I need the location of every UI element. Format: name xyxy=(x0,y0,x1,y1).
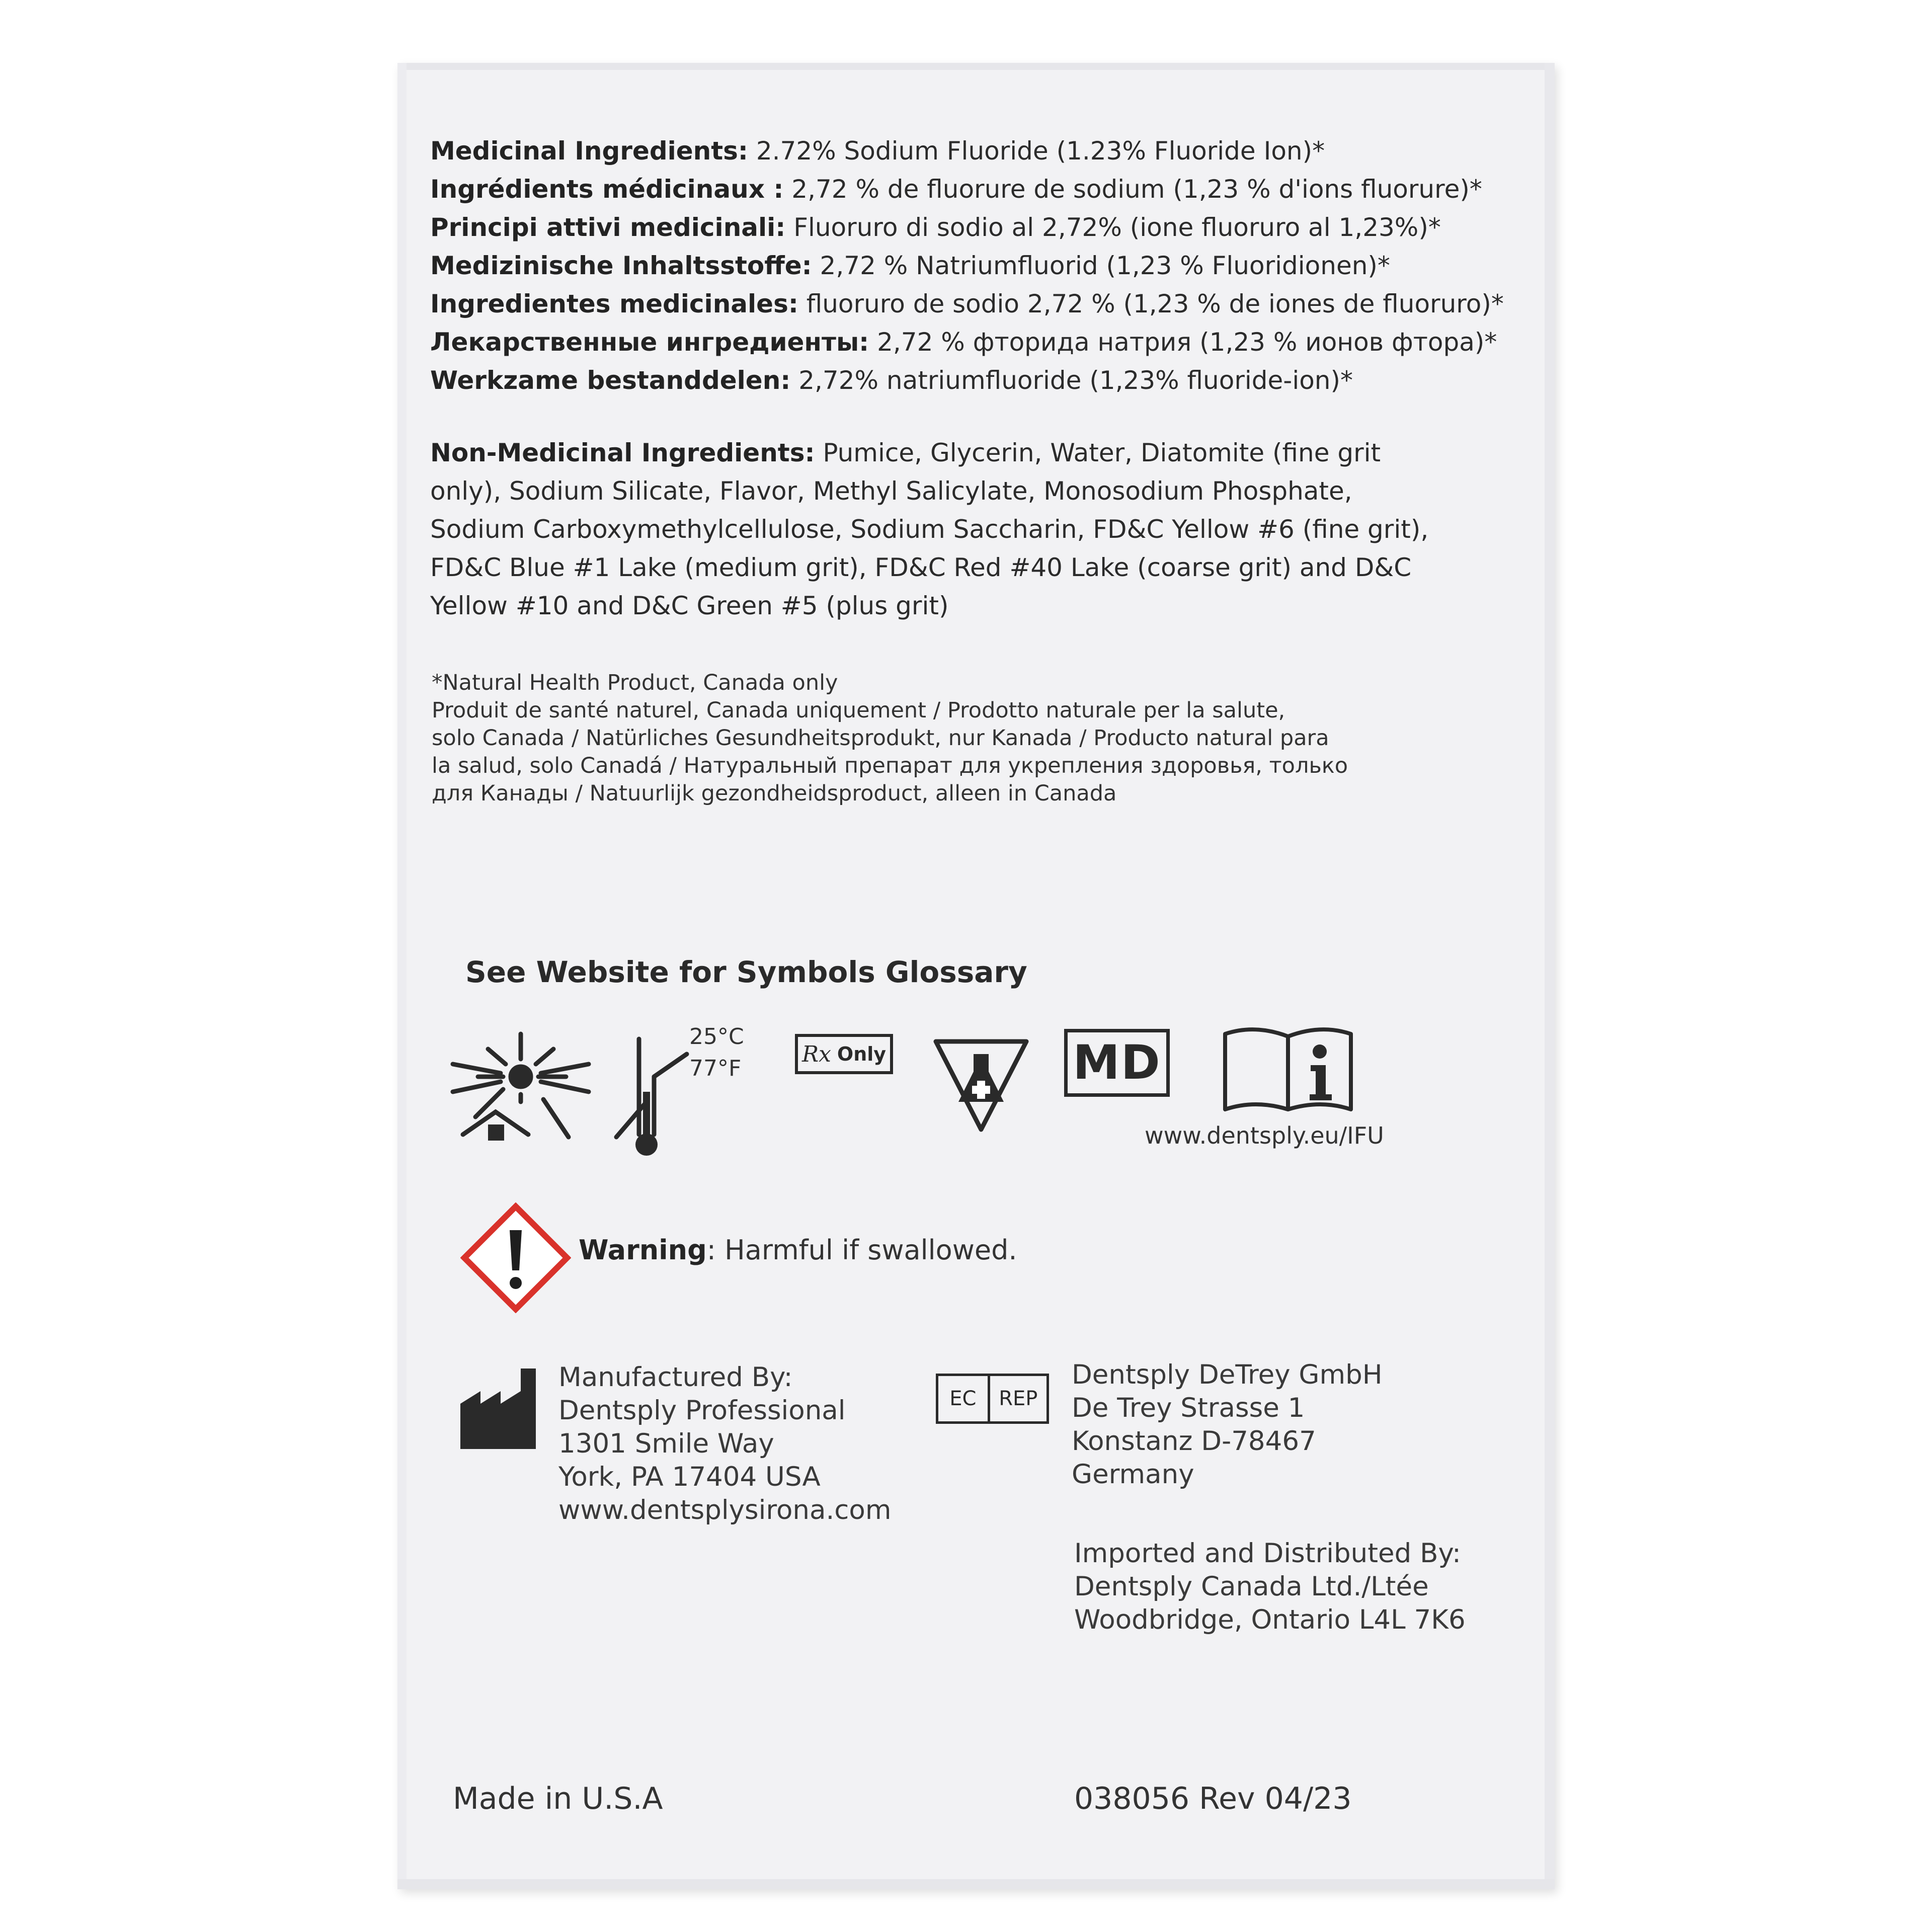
ec-rep-address xyxy=(1072,1358,1383,1491)
manufacturer-line: 1301 Smile Way xyxy=(558,1428,774,1459)
natural-health-product-note xyxy=(432,669,1463,808)
nhp-line: *Natural Health Product, Canada only xyxy=(432,670,838,695)
ec-rep-line: Konstanz D-78467 xyxy=(1072,1426,1316,1457)
nhp-line: для Канады / Natuurlijk gezondheidsproduct, alleen in Canada xyxy=(432,781,1117,806)
ec-rep-icon xyxy=(936,1374,1049,1424)
warning-label: Warning xyxy=(579,1234,707,1266)
ec-rep-line: Germany xyxy=(1072,1459,1194,1490)
md-label: MD xyxy=(1073,1035,1161,1090)
symbols-glossary-heading: See Website for Symbols Glossary xyxy=(465,955,1027,989)
importer-address xyxy=(1074,1537,1466,1637)
importer-line: Dentsply Canada Ltd./Ltée xyxy=(1074,1571,1429,1602)
non-medicinal-text: Pumice, Glycerin, Water, Diatomite (fine grit only), Sodium Silicate, Flavor, Methyl Salicylate, Monosodium Phosphate, Sodium Carboxymethylcellulose, Sodium Saccharin, FD&C Yellow #6 (fine grit), FD&C Blue #1 Lake (medium grit), FD&C Red #40 Lake (coarse grit) and D&C Yellow #10 and D&C Green #5 (plus grit) xyxy=(430,438,1429,620)
nhp-line: Produit de santé naturel, Canada uniquement / Prodotto naturale per la salute, xyxy=(432,698,1285,723)
manufacturer-line: www.dentsplysirona.com xyxy=(558,1495,892,1525)
package-top-edge xyxy=(397,63,1555,70)
nhp-line: solo Canada / Natürliches Gesundheitsprodukt, nur Kanada / Producto natural para xyxy=(432,726,1329,751)
package-bottom-edge xyxy=(397,1879,1555,1889)
rx-only-icon xyxy=(795,1034,893,1074)
package-right-edge xyxy=(1545,63,1555,1889)
rx-letters: Rx xyxy=(801,1041,831,1067)
warning-pictogram-icon xyxy=(460,1202,571,1313)
manufacturer-icon xyxy=(460,1369,536,1449)
nhp-line: la salud, solo Canadá / Натуральный препарат для укрепления здоровья, только xyxy=(432,753,1348,778)
medical-device-icon xyxy=(1064,1029,1170,1097)
pharmacy-triangle-icon xyxy=(926,1031,1036,1137)
manufacturer-line: Dentsply Professional xyxy=(558,1395,846,1426)
importer-line: Woodbridge, Ontario L4L 7K6 xyxy=(1074,1604,1466,1635)
warning-text: : Harmful if swallowed. xyxy=(706,1234,1017,1266)
rep-label: REP xyxy=(999,1387,1038,1410)
medicinal-line: Principi attivi medicinali: Fluoruro di sodio al 2,72% (ione fluoruro al 1,23%)* xyxy=(430,213,1441,242)
ifu-url: www.dentsply.eu/IFU xyxy=(1145,1122,1384,1149)
temperature-limit-icon xyxy=(614,1031,694,1157)
medicinal-ingredients xyxy=(430,132,1504,399)
manufacturer-line: York, PA 17404 USA xyxy=(558,1462,821,1492)
consult-instructions-icon xyxy=(1220,1024,1356,1114)
manufacturer-line: Manufactured By: xyxy=(558,1362,793,1393)
warning-statement xyxy=(579,1234,1017,1266)
revision-code: 038056 Rev 04/23 xyxy=(1074,1781,1352,1816)
temperature-fahrenheit: 77°F xyxy=(689,1056,742,1081)
temperature-celsius: 25°C xyxy=(689,1024,744,1050)
medicinal-line: Лекарственные ингредиенты: 2,72 % фторида натрия (1,23 % ионов фтора)* xyxy=(430,328,1497,357)
medicinal-line: Medicinal Ingredients: 2.72% Sodium Fluoride (1.23% Fluoride Ion)* xyxy=(430,136,1325,166)
ec-label: EC xyxy=(938,1376,990,1421)
importer-line: Imported and Distributed By: xyxy=(1074,1538,1461,1569)
medicinal-line: Ingredientes medicinales: fluoruro de sodio 2,72 % (1,23 % de iones de fluoruro)* xyxy=(430,289,1504,318)
ec-rep-line: Dentsply DeTrey GmbH xyxy=(1072,1359,1383,1390)
medicinal-line: Ingrédients médicinaux : 2,72 % de fluorure de sodium (1,23 % d'ions fluorure)* xyxy=(430,175,1482,204)
ec-rep-line: De Trey Strasse 1 xyxy=(1072,1393,1305,1423)
non-medicinal-ingredients xyxy=(430,434,1452,625)
rx-only-label: Only xyxy=(837,1043,887,1065)
keep-away-from-sunlight-icon xyxy=(448,1029,594,1160)
manufacturer-address xyxy=(558,1361,892,1527)
made-in-label: Made in U.S.A xyxy=(453,1781,663,1816)
non-medicinal-label: Non-Medicinal Ingredients: xyxy=(430,438,815,467)
medicinal-line: Werkzame bestanddelen: 2,72% natriumfluoride (1,23% fluoride-ion)* xyxy=(430,366,1353,395)
package-left-edge xyxy=(397,63,407,1889)
medicinal-line: Medizinische Inhaltsstoffe: 2,72 % Natriumfluorid (1,23 % Fluoridionen)* xyxy=(430,251,1390,280)
